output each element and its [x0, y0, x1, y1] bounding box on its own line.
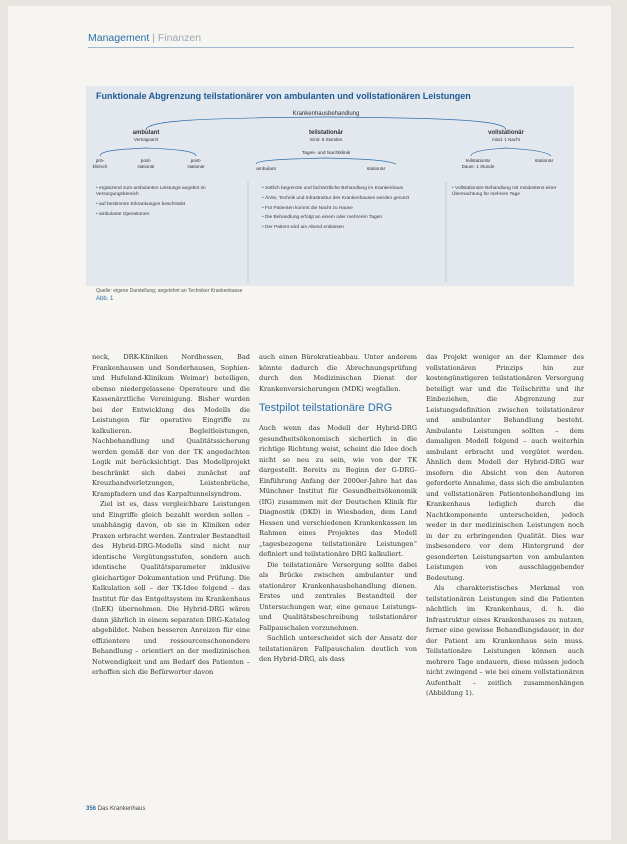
- ambulant-brace: [100, 148, 196, 156]
- paragraph: Als charakteristisches Merkmal von teilstationären Leistungen sind die Patienten nächtlich im Krankenhaus, d. h. die Infrastruktur eines Krankenhauses zu nutzen, ferner eine gewisse Behandlungsdauer, in der der Patient am Krankenhaus sein muss. Teilstationäre Leistungen können auch mehrere Tage andauern, diese müssen jedoch nicht zwingend – wie bei einem vollstationären Aufenthalt – zeitlich zusammenhängen (Abbildung 1).: [426, 584, 584, 697]
- voll-brace: [471, 148, 551, 156]
- bullet-item: • auf bestimmte Erkrankungen beschränkt: [96, 202, 236, 208]
- root-label: Krankenhausbehandlung: [292, 111, 360, 117]
- paragraph: neck, DRK-Kliniken Nordhessen, Bad Frankenhausen und Sonderhausen, Sophien- und Hufeland-Klinikum Weimar) beteiligen, ebenso niedergelassene Operateure und die Kassenärztliche Vereinigung. Bisher wurden bei der Entwicklung des Modells die Leistungen für operative Eingriffe zu kalkulieren. Begleitleistungen, Nachbehandlung und Qualitätssicherung werden gemäß der von der TK angedachten Logik mit berücksichtigt. Das Modellprojekt beschränkt sich dabei zunächst auf Kreuzbandverletzungen, Leistenbrüche, Krampfadern und das Karpaltunnelsyndrom.: [92, 353, 250, 498]
- amb-child-1: prä-: [95, 159, 105, 164]
- bullet-item: • Die Behandlung erfolgt an einem oder mehreren Tagen: [262, 215, 442, 221]
- bullets-teilstationaer: [262, 186, 442, 235]
- figure-caption: Quelle: eigene Darstellung; angelehnt an Techniker Krankenkasse: [96, 288, 243, 294]
- branch-label-voll: vollstationär: [488, 130, 524, 136]
- amb-child-2-sub: stationär: [137, 164, 155, 169]
- teil-child-1: ambulant: [256, 167, 276, 172]
- voll-child-1-sub: Dauer: 1 Stunde: [461, 164, 495, 169]
- amb-child-3: post-: [190, 159, 202, 164]
- header-rule: [88, 47, 574, 48]
- text-column-1: [92, 352, 250, 678]
- branch-sub-voll: mind. 1 Nacht: [492, 137, 520, 142]
- page-footer: [86, 806, 145, 812]
- text-column-2: [259, 352, 417, 665]
- bullets-vollstationaer: [452, 186, 564, 202]
- bullet-item: • Für Patienten kommt die Nacht zu Hause: [262, 206, 442, 212]
- voll-child-1: teilstationär: [465, 159, 491, 164]
- page-number: 356: [86, 806, 97, 812]
- teil-child-2: stationär: [366, 167, 386, 172]
- figure-label: Abb. 1: [96, 296, 114, 302]
- header-section: Management: [88, 32, 150, 44]
- root-brace: [146, 117, 506, 130]
- paragraph: das Projekt weniger an der Klammer des vollstationären Prinzips hin zur kostengünstigeren teilstationären Versorgung beteiligt war und die Teilschritte und ihr Einbeziehen, die Abgrenzung zur Leistungsdefinition zwischen teilstationärer und ambulanter Behandlung besteht. Ambulante Leistungen sollten – dem damaligen Modell folgend – auch weiterhin ambulant erbracht und vergütet werden. Ähnlich dem Modell der Hybrid-DRG war insofern die Absicht von den Autoren geforderte Annahme, dass sich die ambulanten und vollstationären Patientenbehandlung im Krankenhaus lediglich durch die Nachtkomponente unterscheiden, jedoch weder in der medizinischen Leistungen noch in der zu erbringenden Qualität. Dies war insbesondere vor dem Hintergrund der gesonderten Leistungsarten von ambulanten Leistungen von ausschlaggebender Bedeutung.: [426, 353, 584, 582]
- paragraph: Die teilstationäre Versorgung sollte dabei als Brücke zwischen ambulanter und stationärer Krankenhausbehandlung dienen. Erstes und zentrales Bestandteil der Untersuchungen war, eine genaue Leistungs- und Qualitätsbeschreibung teilstationärer Fallpauschalen vorzunehmen.: [259, 560, 417, 632]
- branch-sub-teil: mind. 6 Stunden: [309, 137, 343, 142]
- bullets-ambulant: [96, 186, 236, 222]
- bullet-item: • Ärzte, Technik und Infrastruktur des Krankenhauses werden genutzt: [262, 196, 442, 202]
- bullet-item: • Der Patient wird am Abend entlassen: [262, 225, 442, 231]
- amb-child-1-sub: klinisch: [92, 164, 108, 169]
- branch-label-teil: teilstationär: [308, 130, 344, 136]
- voll-child-2: stationär: [534, 159, 554, 164]
- journal-name: Das Krankenhaus: [97, 806, 146, 812]
- running-header: [88, 32, 201, 44]
- amb-child-2: post-: [140, 159, 152, 164]
- teil-brace: [256, 158, 396, 164]
- text-column-3: [426, 352, 584, 699]
- paragraph: Sachlich unterscheidet sich der Ansatz der teilstationären Fallpauschalen deutlich von den Hybrid-DRG, als dass: [259, 634, 417, 663]
- bullet-item: • ergänzend zum ambulanten Leistungs-angebot im Versorgungsbereich: [96, 186, 236, 198]
- bullet-item: • zeitlich begrenzte und fachärztliche Behandlung im Krankenhaus: [262, 186, 442, 192]
- paragraph: Auch wenn das Modell der Hybrid-DRG gesundheitsökonomisch sicherlich in die richtige Richtung weist, scheint die Idee doch nicht so neu zu sein, wie von der TK dargestellt. Bereits zu Beginn der G-DRG-Einführung Anfang der 2000er-Jahre hat das Münchner Institut für Gesundheitsökonomik (IfG) zusammen mit der Deutschen Klinik für Diagnostik (DKD) in Wiesbaden, dem Land Hessen und verschiedenen Krankenkassen im Rahmen eines Projektes das Modell „tagesbezogene teilstationäre Leistungen“ definiert und teilstationäre DRG kalkuliert.: [259, 424, 417, 558]
- paragraph: Ziel ist es, dass vergleichbare Leistungen und Eingriffe gleich bezahlt werden sollen – unabhängig davon, ob sie in Kliniken oder Praxen erbracht werden. Zentraler Bestandteil des Hybrid-DRG-Modells sind nicht nur identische Vergütungsstufen, sondern auch identische Qualitätsparameter inklusive gleichartiger Dokumentation und Prüfung. Die Kalkulation soll – der TK-Idee folgend – das Institut für das Entgeltsystem im Krankenhaus (InEK) übernehmen. Die Hybrid-DRG wären dann jährlich in einem separaten DRG-Katalog abgebildet. Neben besseren Anreizen für eine effizientere und ressourcenschonendere Behandlung – orientiert an der medizinischen Notwendigkeit und am Bedarf des Patienten – erhoffen sich die Befürworter davon: [92, 500, 250, 676]
- branch-label-ambulant: ambulant: [132, 130, 160, 136]
- paragraph: auch einen Bürokratieabbau. Unter anderem könnte dadurch die Abrechnungsprüfung durch den Medizinischen Dienst der Krankenversicherungen (MDK) wegfallen.: [259, 353, 417, 393]
- section-heading: Testpilot teilstationäre DRG: [259, 402, 393, 414]
- amb-child-3-sub: stationär: [187, 164, 205, 169]
- header-separator: |: [152, 32, 155, 44]
- figure-title: Funktionale Abgrenzung teilstationärer von ambulanten und vollstationären Leistungen: [96, 91, 471, 101]
- bullet-item: • Vollstationäre Behandlung mit mindestens einer Übernachtung für mehrere Tage: [452, 186, 564, 198]
- branch-sub-ambulant: Vertragsarzt: [133, 137, 159, 142]
- header-subsection: Finanzen: [157, 32, 202, 44]
- bullet-item: • ambulante Operationen: [96, 212, 236, 218]
- teil-row-label: Tages- und Nachtklinik: [301, 151, 351, 156]
